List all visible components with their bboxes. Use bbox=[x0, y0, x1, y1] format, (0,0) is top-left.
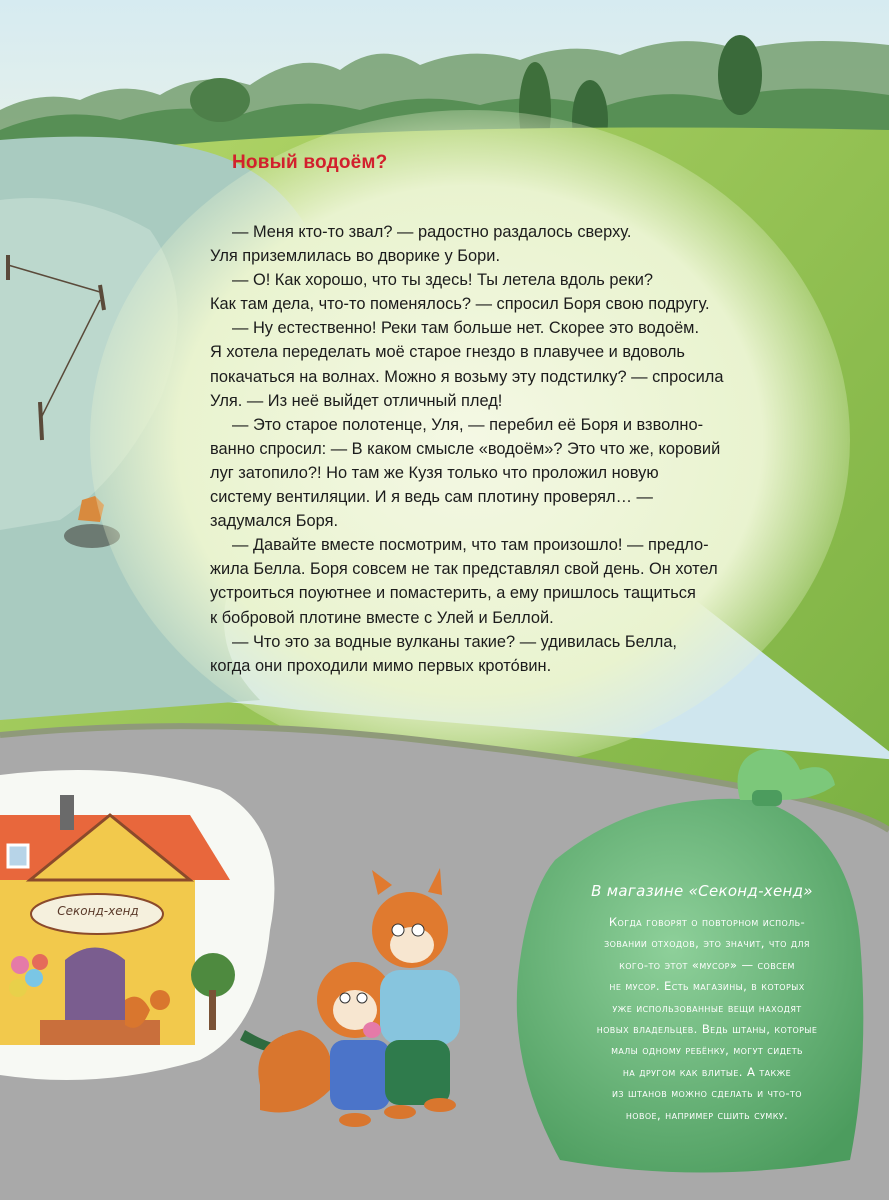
story-line: ванно спросил: — В каком смысле «водоём»? Это что же, коровий bbox=[210, 439, 721, 458]
story-line: систему вентиляции. И я ведь сам плотину проверял… — bbox=[210, 488, 653, 507]
info-line: новое, например сшить сумку. bbox=[625, 1107, 789, 1122]
story-line: устроиться поуютнее и помастерить, а ему пришлось тащиться bbox=[210, 584, 696, 603]
tree bbox=[190, 78, 250, 122]
story-text bbox=[210, 220, 750, 678]
story-line: Как там дела, что-то поменялось? — спросил Боря свою подругу. bbox=[210, 295, 710, 314]
story-line: — О! Как хорошо, что ты здесь! Ты летела вдоль реки? bbox=[232, 271, 654, 290]
shop-sign: Секонд-хенд bbox=[57, 904, 139, 918]
tree bbox=[718, 35, 762, 115]
story-line: — Что это за водные вулканы такие? — удивилась Белла, bbox=[232, 632, 677, 651]
story-line: когда они проходили мимо первых крото́вин. bbox=[210, 656, 552, 675]
info-box-title: В магазине «Секонд-хенд» bbox=[591, 882, 813, 900]
story-line: луг затопило?! Но там же Кузя только что проложил новую bbox=[210, 463, 659, 482]
info-line: зовании отходов, это значит, что для bbox=[604, 936, 810, 951]
info-box-text bbox=[562, 912, 852, 1126]
info-line: из штанов можно сделать и что-то bbox=[612, 1086, 802, 1101]
story-line: — Давайте вместе посмотрим, что там произошло! — предло- bbox=[232, 536, 709, 555]
story-line: — Это старое полотенце, Уля, — перебил её Боря и взволно- bbox=[232, 415, 704, 434]
article-title: Новый водоём? bbox=[232, 152, 388, 173]
story-line: Уля. — Из неё выйдет отличный плед! bbox=[210, 391, 503, 410]
story-line: жила Белла. Боря совсем не так представлял свой день. Он хотел bbox=[210, 560, 718, 579]
info-line: Когда говорят о повторном исполь- bbox=[608, 915, 806, 929]
story-line: — Меня кто-то звал? — радостно раздалось сверху. bbox=[232, 223, 632, 241]
info-line: уже использованные вещи находят bbox=[612, 1000, 802, 1015]
story-line: покачаться на волнах. Можно я возьму эту подстилку? — спросила bbox=[210, 367, 724, 386]
info-line: кого-то этот «мусор» — совсем bbox=[619, 957, 795, 972]
story-line: Я хотела переделать моё старое гнездо в плавучее и вдоволь bbox=[210, 343, 685, 362]
story-line: к бобровой плотине вместе с Улей и Беллой. bbox=[210, 608, 554, 627]
info-line: не мусор. Есть магазины, в которых bbox=[609, 979, 805, 994]
info-line: малы одному ребёнку, могут сидеть bbox=[611, 1043, 803, 1058]
story-line: Уля приземлилась во дворике у Бори. bbox=[210, 247, 500, 266]
story-line: задумался Боря. bbox=[210, 512, 339, 531]
info-line: на другом как влитые. А также bbox=[622, 1064, 792, 1079]
info-line: новых владельцев. Ведь штаны, которые bbox=[596, 1022, 818, 1037]
story-line: — Ну естественно! Реки там больше нет. Скорее это водоём. bbox=[232, 319, 700, 338]
